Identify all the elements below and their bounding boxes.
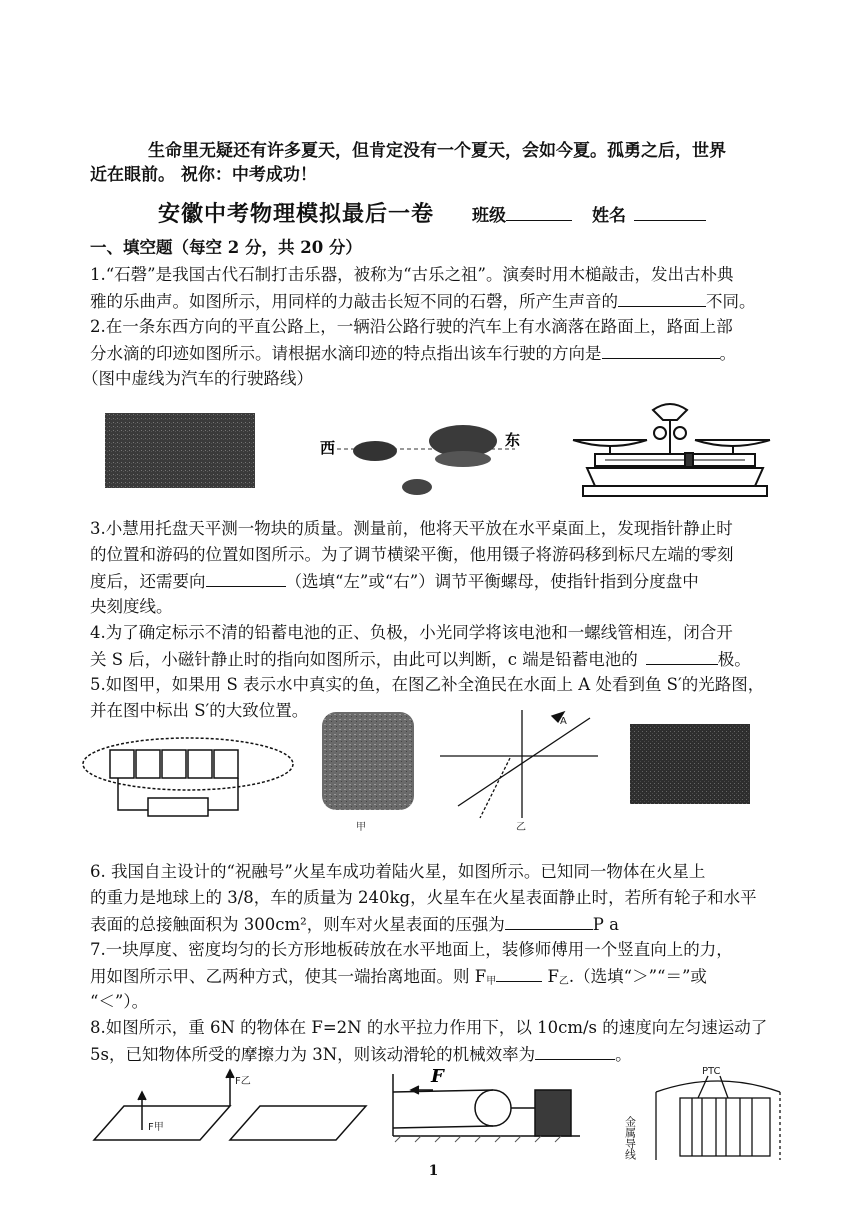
q7-sub-jia: 甲: [486, 976, 497, 987]
q7-line-1: 7.一块厚度、密度均匀的长方形地板砖放在水平地面上，装修师傅用一个竖直向上的力，: [90, 940, 733, 959]
force-F1-label: F甲: [148, 1122, 164, 1133]
solenoid-circuit-figure: [78, 722, 298, 822]
q1-answer-blank[interactable]: [618, 290, 706, 307]
force-F-label: F: [431, 1066, 444, 1087]
q4-line-2: [90, 648, 751, 671]
road-east-label: 东: [505, 431, 521, 449]
ptc-label: PTC: [702, 1066, 721, 1077]
metal-wire-label: 金属导线: [623, 1116, 637, 1160]
figure-label-jia: 甲: [356, 822, 366, 833]
q1-line-2: [90, 290, 756, 313]
q1-text: 雅的乐曲声。如图所示，用同样的力敲击长短不同的石磬，所产生声音的: [90, 292, 618, 311]
mars-rover-figure: [628, 722, 753, 807]
q2-line-2: [90, 342, 736, 365]
q7-answer-blank[interactable]: [496, 965, 542, 982]
water-drop-road-figure: [315, 415, 530, 505]
q8-text: 5s，已知物体所受的摩擦力为 3N，则该动滑轮的机械效率为: [90, 1045, 536, 1064]
pulley-figure: [385, 1068, 585, 1150]
q8-line-1: 8.如图所示，重 6N 的物体在 F=2N 的水平拉力作用下，以 10cm/s 的速度向左匀速运动了: [90, 1018, 768, 1037]
q8-text-end: 。: [615, 1045, 632, 1064]
rover-photo: [630, 724, 750, 804]
class-blank[interactable]: [506, 204, 572, 221]
q8-answer-blank[interactable]: [535, 1043, 615, 1060]
fish-figure-jia: [318, 708, 418, 833]
q6-line-3: [90, 913, 619, 936]
page-number: 1: [428, 1163, 439, 1179]
drop-mark: [402, 479, 432, 495]
q3-line-3: [90, 570, 699, 593]
class-label: 班级: [472, 206, 506, 226]
drop-mark: [435, 451, 491, 467]
floor-tile-figure: [90, 1070, 370, 1150]
q4-line-1: 4.为了确定标示不清的铅蓄电池的正、负极，小光同学将该电池和一螺线管相连，闭合开: [90, 623, 733, 642]
q6-line-2: 的重力是地球上的 3/8，车的质量为 240kg，火星车在火星表面静止时，若所有轮子和水平: [90, 888, 757, 907]
q7-line-2: [90, 965, 707, 993]
motto-line-1: 生命里无疑还有许多夏天，但肯定没有一个夏天，会如今夏。孤勇之后，世界: [148, 141, 726, 161]
q6-line-1: 6. 我国自主设计的“祝融号”火星车成功着陆火星，如图所示。已知同一物体在火星上: [90, 862, 706, 881]
q2-answer-blank[interactable]: [602, 342, 720, 359]
q2-line-1: 2.在一条东西方向的平直公路上，一辆沿公路行驶的汽车上有水滴落在路面上，路面上部: [90, 317, 733, 336]
class-field: [472, 201, 572, 226]
drop-mark: [353, 441, 397, 461]
name-field: [592, 201, 706, 226]
q7-sub-yi: 乙: [558, 976, 569, 987]
q2-text: 分水滴的印迹如图所示。请根据水滴印迹的特点指出该车行驶的方向是: [90, 344, 602, 363]
q4-text: 关 S 后，小磁针静止时的指向如图所示，由此可以判断，c 端是铅蓄电池的: [90, 650, 638, 669]
q7-text-end: .（选填“＞”“＝”或: [568, 967, 707, 986]
point-A-label: A: [560, 716, 567, 727]
q3-line-4: 央刻度线。: [90, 597, 173, 616]
q1-text-end: 不同。: [706, 292, 756, 311]
q3-line-2: 的位置和游码的位置如图所示。为了调节横梁平衡，他用镊子将游码移到标尺左端的零刻: [90, 545, 734, 564]
q8-line-2: [90, 1043, 632, 1066]
name-label: 姓名: [592, 206, 626, 226]
q6-unit: P a: [592, 915, 619, 934]
q4-text-end: 极。: [717, 650, 751, 669]
q3-text-end: （选填“左”或“右”）调节平衡螺母，使指针指到分度盘中: [285, 572, 699, 591]
q3-text: 度后，还需要向: [90, 572, 206, 591]
force-F2-label: F乙: [235, 1076, 251, 1087]
stone-chime-figure: [100, 405, 260, 490]
road-west-label: 西: [320, 439, 336, 457]
q1-line-1: 1.“石磬”是我国古代石制打击乐器，被称为“古乐之祖”。演奏时用木槌敲击，发出古朴典: [90, 265, 734, 284]
fish-photo: [322, 712, 414, 810]
q4-answer-blank[interactable]: [646, 648, 718, 665]
q2-text-end: 。: [719, 344, 736, 363]
exam-title: 安徽中考物理模拟最后一卷: [158, 201, 435, 227]
figure-label-yi: 乙: [516, 822, 526, 833]
name-blank[interactable]: [634, 204, 706, 221]
stone-chime-image: [105, 413, 255, 488]
q3-line-1: 3.小慧用托盘天平测一物块的质量。测量前，他将天平放在水平桌面上，发现指针静止时: [90, 519, 733, 538]
section-heading: 一、填空题（每空 2 分，共 20 分）: [90, 238, 362, 257]
q6-text: 表面的总接触面积为 300cm²，则车对火星表面的压强为: [90, 915, 505, 934]
q3-answer-blank[interactable]: [206, 570, 286, 587]
q7-text-F: F: [547, 967, 559, 986]
q7-line-3: “＜”）。: [90, 992, 149, 1011]
ptc-heater-figure: [623, 1060, 788, 1170]
light-path-figure-yi: [440, 708, 600, 833]
q7-text: 用如图所示甲、乙两种方式，使其一端抬离地面。则 F: [90, 967, 487, 986]
balance-scale-figure: [565, 398, 785, 503]
q2-line-3: （图中虚线为汽车的行驶路线）: [82, 369, 313, 388]
q5-line-1: 5.如图甲，如果用 S 表示水中真实的鱼，在图乙补全渔民在水面上 A 处看到鱼 S′的光路图，: [90, 675, 765, 694]
motto-line-2: 近在眼前。 祝你：中考成功！: [90, 165, 317, 185]
q6-answer-blank[interactable]: [505, 913, 593, 930]
q5-line-2: 并在图中标出 S′的大致位置。: [90, 701, 309, 720]
